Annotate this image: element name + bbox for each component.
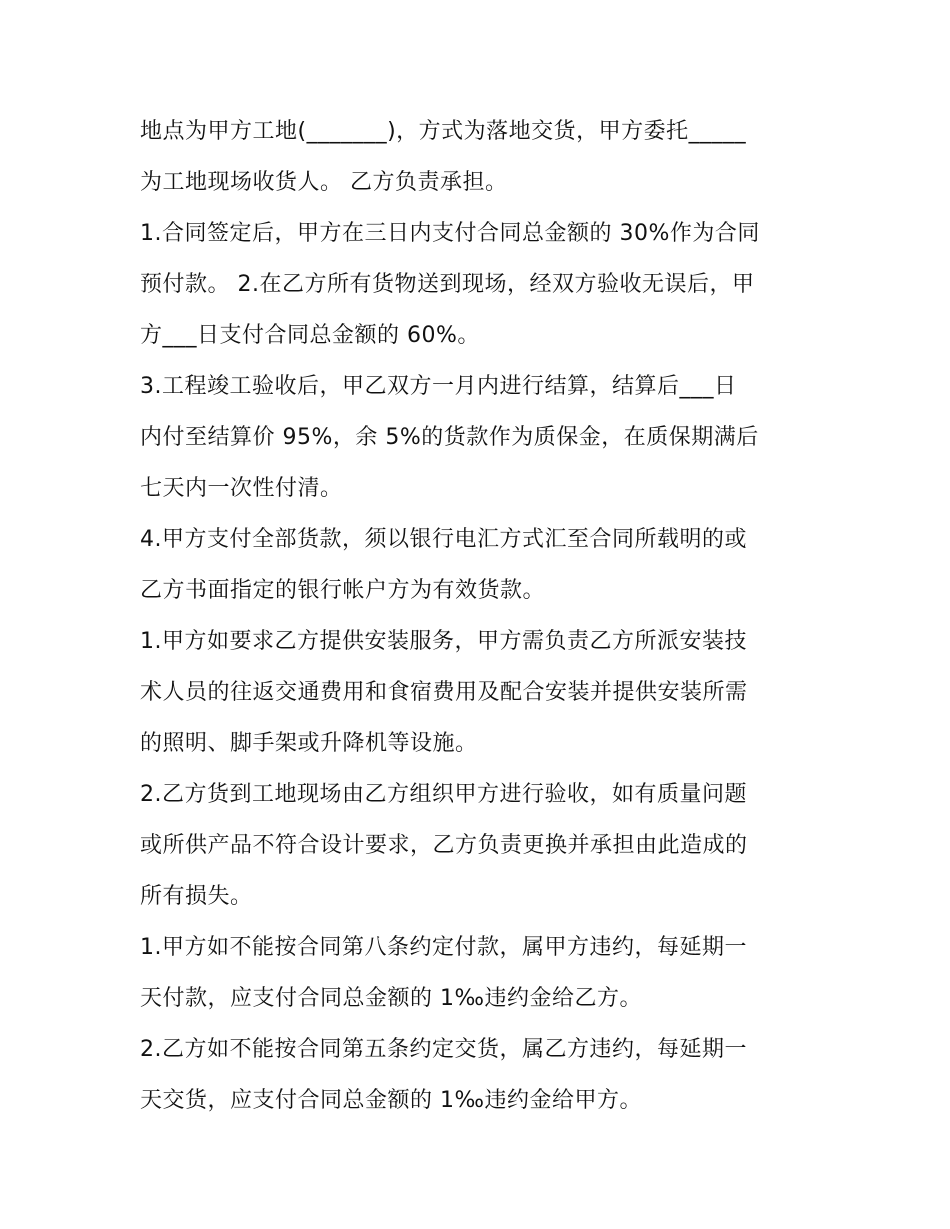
text-line: 七天内一次性付清。 xyxy=(140,476,343,501)
text-line: 1.甲方如要求乙方提供安装服务，甲方需负责乙方所派安装技 xyxy=(140,629,747,654)
text-line: 地点为甲方工地(_______)，方式为落地交货，甲方委托_____ xyxy=(140,119,747,144)
text-line: 天交货，应支付合同总金额的 1‰违约金给甲方。 xyxy=(140,1088,643,1113)
text-line: 1.合同签定后，甲方在三日内支付合同总金额的 30%作为合同 xyxy=(140,221,760,246)
text-line: 方___日支付合同总金额的 60%。 xyxy=(140,323,480,348)
text-line: 为工地现场收货人。 乙方负责承担。 xyxy=(140,170,508,195)
text-line: 天付款，应支付合同总金额的 1‰违约金给乙方。 xyxy=(140,986,643,1011)
text-line: 乙方书面指定的银行帐户方为有效货款。 xyxy=(140,578,546,603)
text-line: 1.甲方如不能按合同第八条约定付款，属甲方违约，每延期一 xyxy=(140,935,747,960)
text-line: 所有损失。 xyxy=(140,884,253,909)
text-line: 2.乙方货到工地现场由乙方组织甲方进行验收，如有质量问题 xyxy=(140,782,747,807)
text-line: 2.乙方如不能按合同第五条约定交货，属乙方违约，每延期一 xyxy=(140,1037,747,1062)
text-line: 或所供产品不符合设计要求，乙方负责更换并承担由此造成的 xyxy=(140,833,748,858)
text-line: 预付款。 2.在乙方所有货物送到现场，经双方验收无误后，甲 xyxy=(140,272,755,297)
document-body xyxy=(140,106,820,1126)
text-line: 的照明、脚手架或升降机等设施。 xyxy=(140,731,478,756)
text-line: 内付至结算价 95%，余 5%的货款作为质保金，在质保期满后 xyxy=(140,425,759,450)
text-line: 术人员的往返交通费用和食宿费用及配合安装并提供安装所需 xyxy=(140,680,748,705)
text-line: 3.工程竣工验收后，甲乙双方一月内进行结算，结算后___日 xyxy=(140,374,737,399)
text-line: 4.甲方支付全部货款，须以银行电汇方式汇至合同所载明的或 xyxy=(140,527,747,552)
